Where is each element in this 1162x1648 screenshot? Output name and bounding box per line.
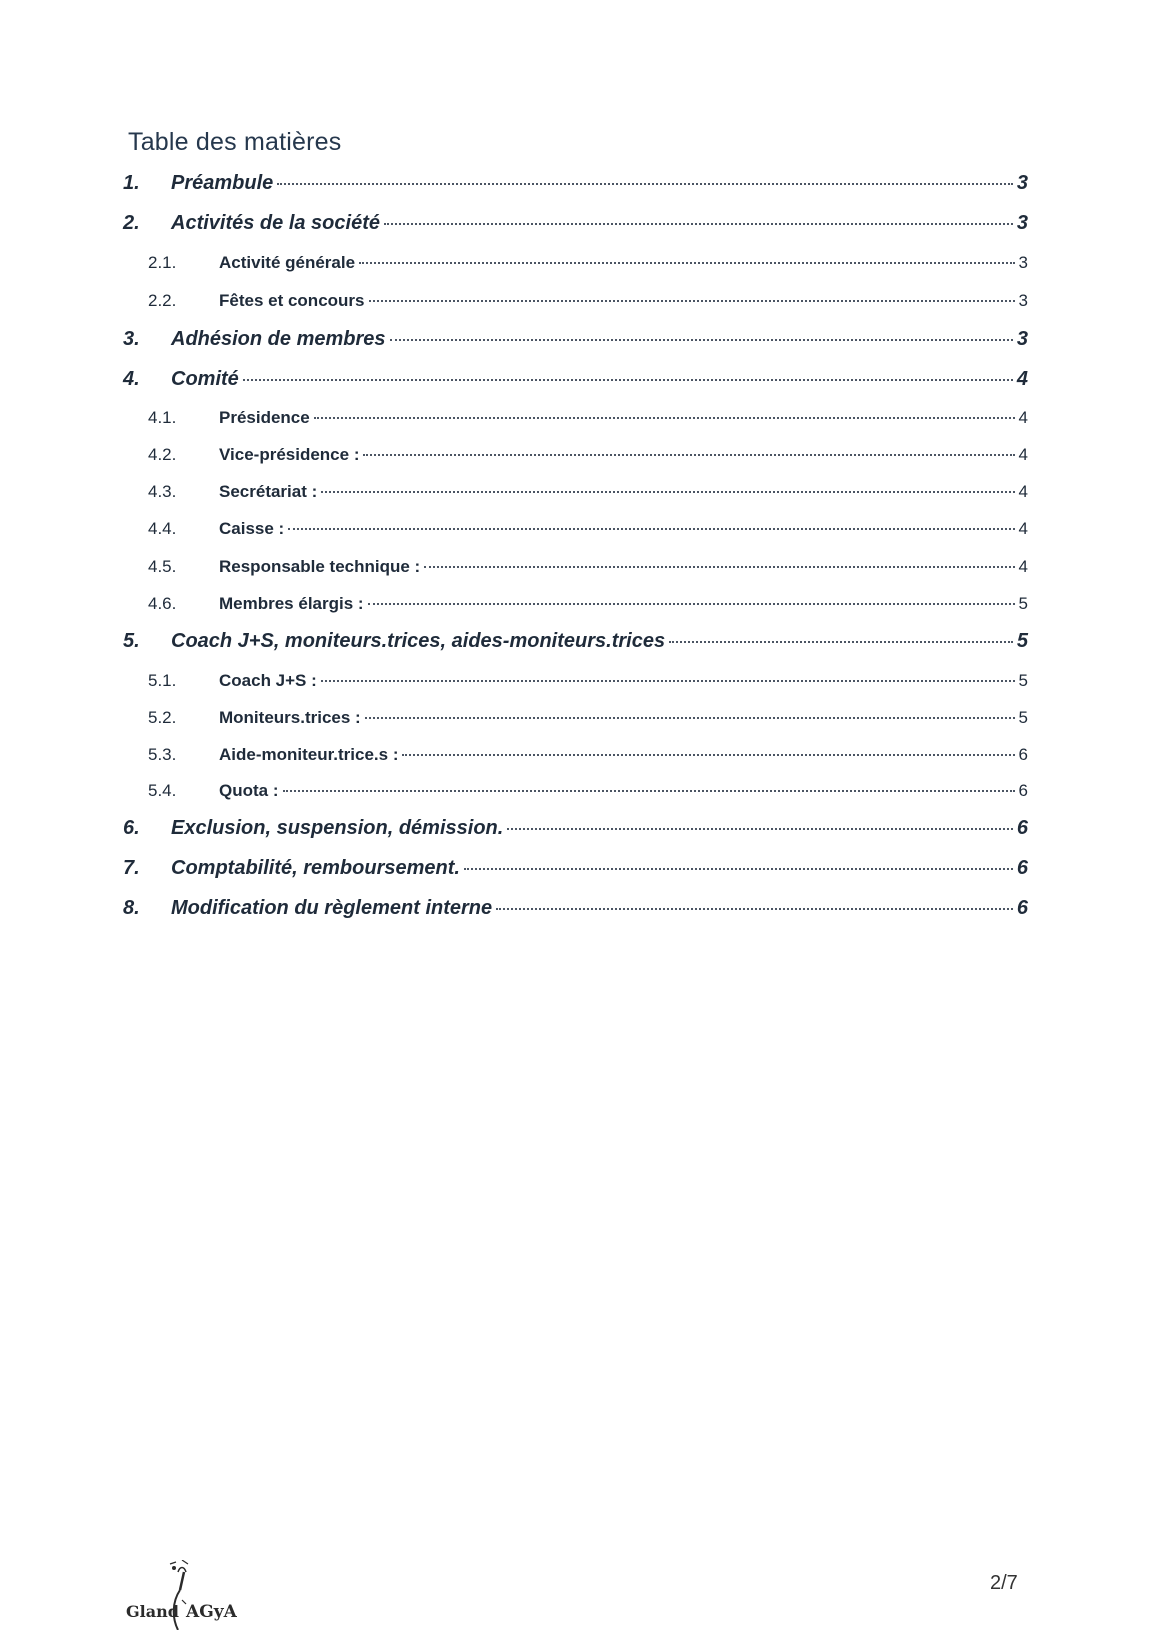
toc-entry-page: 5	[1018, 671, 1028, 690]
toc-entry-title: Fêtes et concours	[219, 291, 365, 310]
toc-entry-secretariat[interactable]	[0, 482, 1162, 512]
toc-entry-title: Activités de la société	[171, 212, 380, 234]
page-number: 2/7	[990, 1572, 1018, 1594]
toc-entry-page: 5	[1018, 708, 1028, 727]
dot-leader	[365, 717, 1015, 719]
toc-entry-title: Comité	[171, 368, 239, 390]
toc-entry-number: 2.	[123, 212, 140, 234]
dot-leader	[321, 491, 1014, 493]
toc-entry-number: 6.	[123, 817, 140, 839]
toc-entry-modification[interactable]	[0, 897, 1162, 927]
toc-entry-comite[interactable]	[0, 368, 1162, 398]
toc-entry-coach-js[interactable]	[0, 671, 1162, 701]
toc-entry-page: 5	[1016, 630, 1028, 652]
toc-entry-adhesion[interactable]	[0, 328, 1162, 358]
toc-entry-title: Caisse :	[219, 519, 285, 538]
toc-entry-page: 3	[1018, 253, 1028, 272]
toc-entry-number: 4.4.	[148, 519, 177, 538]
dot-leader	[496, 908, 1013, 910]
dot-leader	[402, 754, 1014, 756]
toc-entry-title: Aide-moniteur.trice.s :	[219, 745, 399, 764]
toc-entry-title: Coach J+S :	[219, 671, 317, 690]
toc-entry-title: Modification du règlement interne	[171, 897, 493, 919]
toc-entry-number: 4.2.	[148, 445, 177, 464]
toc-entry-page: 6	[1016, 897, 1028, 919]
toc-entry-number: 2.2.	[148, 291, 177, 310]
toc-entry-title: Moniteurs.trices :	[219, 708, 361, 727]
toc-entry-page: 4	[1016, 368, 1028, 390]
toc-entry-number: 4.6.	[148, 594, 177, 613]
toc-entry-page: 6	[1018, 781, 1028, 800]
toc-entry-title: Responsable technique :	[219, 557, 421, 576]
toc-entry-number: 5.2.	[148, 708, 177, 727]
toc-entry-number: 2.1.	[148, 253, 177, 272]
toc-entry-exclusion[interactable]	[0, 817, 1162, 847]
toc-entry-page: 3	[1016, 172, 1028, 194]
toc-entry-moniteurs-trices[interactable]	[0, 708, 1162, 738]
dot-leader	[384, 223, 1013, 225]
toc-entry-page: 6	[1016, 857, 1028, 879]
toc-entry-title: Préambule	[171, 172, 274, 194]
toc-entry-page: 4	[1018, 482, 1028, 501]
logo-word-gland: Gland	[126, 1602, 179, 1621]
dot-leader	[314, 417, 1015, 419]
toc-entry-number: 4.3.	[148, 482, 177, 501]
toc-entry-number: 5.4.	[148, 781, 177, 800]
footer-logo	[126, 1560, 266, 1630]
dot-leader	[277, 183, 1013, 185]
toc-entry-title: Quota :	[219, 781, 279, 800]
toc-entry-title: Exclusion, suspension, démission.	[171, 817, 504, 839]
dot-leader	[464, 868, 1013, 870]
toc-entry-quota[interactable]	[0, 781, 1162, 811]
toc-entry-page: 6	[1018, 745, 1028, 764]
toc-entry-number: 4.	[123, 368, 140, 390]
toc-entry-number: 7.	[123, 857, 140, 879]
toc-entry-page: 4	[1018, 519, 1028, 538]
toc-entry-caisse[interactable]	[0, 519, 1162, 549]
toc-entry-page: 5	[1018, 594, 1028, 613]
toc-entry-page: 3	[1016, 212, 1028, 234]
toc-entry-membres-elargis[interactable]	[0, 594, 1162, 624]
toc-entry-title: Comptabilité, remboursement.	[171, 857, 460, 879]
dot-leader	[321, 680, 1015, 682]
dot-leader	[283, 790, 1015, 792]
toc-entry-title: Vice-présidence :	[219, 445, 360, 464]
toc-entry-title: Secrétariat :	[219, 482, 318, 501]
dot-leader	[288, 528, 1014, 530]
toc-entry-title: Adhésion de membres	[171, 328, 386, 350]
toc-entry-vice-presidence[interactable]	[0, 445, 1162, 475]
toc-title: Table des matières	[128, 128, 342, 156]
toc-entry-page: 6	[1016, 817, 1028, 839]
toc-entry-title: Activité générale	[219, 253, 356, 272]
dot-leader	[507, 828, 1013, 830]
toc-entry-coach-moniteurs[interactable]	[0, 630, 1162, 660]
dot-leader	[369, 300, 1015, 302]
toc-entry-number: 8.	[123, 897, 140, 919]
dot-leader	[669, 641, 1013, 643]
toc-entry-page: 4	[1018, 557, 1028, 576]
toc-entry-number: 4.1.	[148, 408, 177, 427]
toc-entry-presidence[interactable]	[0, 408, 1162, 438]
toc-entry-page: 3	[1018, 291, 1028, 310]
toc-entry-comptabilite[interactable]	[0, 857, 1162, 887]
toc-entry-title: Coach J+S, moniteurs.trices, aides-moniteurs.trices	[171, 630, 666, 652]
toc-entry-number: 5.3.	[148, 745, 177, 764]
toc-entry-page: 4	[1018, 445, 1028, 464]
dot-leader	[424, 566, 1014, 568]
dot-leader	[390, 339, 1013, 341]
toc-entry-responsable-technique[interactable]	[0, 557, 1162, 587]
toc-entry-title: Présidence	[219, 408, 310, 427]
toc-entry-number: 5.1.	[148, 671, 177, 690]
toc-entry-activite-generale[interactable]	[0, 253, 1162, 283]
toc-entry-page: 4	[1018, 408, 1028, 427]
logo-word-agya: AGyA	[186, 1602, 237, 1622]
dot-leader	[368, 603, 1015, 605]
toc-entry-aide-moniteur[interactable]	[0, 745, 1162, 775]
toc-entry-number: 4.5.	[148, 557, 177, 576]
dot-leader	[363, 454, 1014, 456]
toc-entry-fetes-concours[interactable]	[0, 291, 1162, 321]
toc-entry-number: 1.	[123, 172, 140, 194]
toc-entry-preambule[interactable]	[0, 172, 1162, 202]
dot-leader	[243, 379, 1013, 381]
toc-entry-activites[interactable]	[0, 212, 1162, 242]
toc-entry-page: 3	[1016, 328, 1028, 350]
toc-entry-title: Membres élargis :	[219, 594, 364, 613]
toc-entry-number: 3.	[123, 328, 140, 350]
toc-entry-number: 5.	[123, 630, 140, 652]
dot-leader	[359, 262, 1014, 264]
